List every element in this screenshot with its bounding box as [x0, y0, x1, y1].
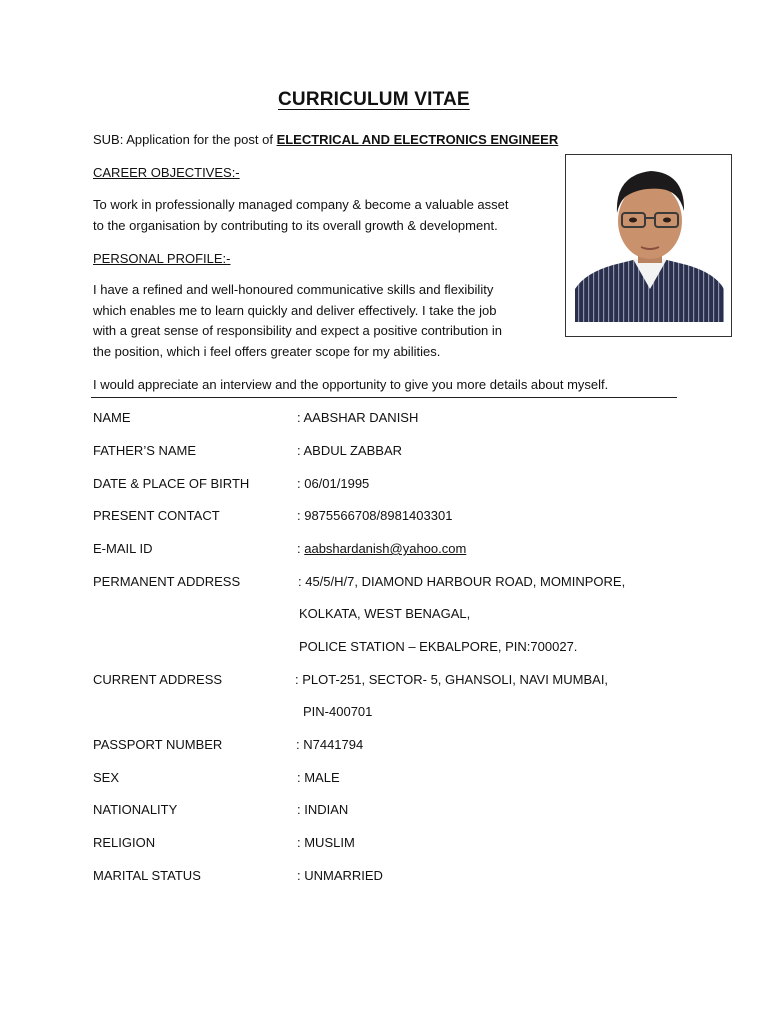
- detail-value: : 9875566708/8981403301: [297, 508, 453, 523]
- subject-line: [93, 130, 558, 150]
- profile-line: I have a refined and well-honoured communicative skills and flexibility: [93, 282, 494, 297]
- detail-value: : MUSLIM: [297, 835, 355, 850]
- career-line: To work in professionally managed company & become a valuable asset: [93, 197, 509, 212]
- profile-line: the position, which i feel offers greater scope for my abilities.: [93, 343, 441, 359]
- detail-value: : AABSHAR DANISH: [297, 410, 419, 425]
- detail-row-permanent-address-2: [93, 606, 693, 626]
- subject-post: ELECTRICAL AND ELECTRONICS ENGINEER: [276, 132, 559, 147]
- appreciation-text: I would appreciate an interview and the opportunity to give you more details about myself.: [93, 377, 609, 392]
- detail-value: : INDIAN: [297, 802, 349, 817]
- detail-value: : 45/5/H/7, DIAMOND HARBOUR ROAD, MOMINPORE,: [298, 574, 626, 589]
- detail-label: PRESENT CONTACT: [93, 508, 220, 523]
- personal-profile-heading: PERSONAL PROFILE:-: [93, 251, 231, 266]
- email-prefix: :: [297, 541, 305, 556]
- detail-row-name: [93, 410, 693, 430]
- detail-label: RELIGION: [93, 835, 156, 850]
- detail-row-marital-status: [93, 868, 693, 888]
- detail-row-passport: [93, 737, 693, 757]
- document-title: CURRICULUM VITAE: [278, 89, 470, 110]
- detail-row-contact: [93, 508, 693, 528]
- detail-label: CURRENT ADDRESS: [93, 672, 223, 687]
- detail-label: SEX: [93, 770, 120, 785]
- detail-row-birth: [93, 476, 693, 496]
- detail-row-religion: [93, 835, 693, 855]
- detail-label: PASSPORT NUMBER: [93, 737, 223, 752]
- detail-value: POLICE STATION – EKBALPORE, PIN:700027.: [299, 639, 578, 654]
- detail-value: : PLOT-251, SECTOR- 5, GHANSOLI, NAVI MUMBAI,: [295, 672, 609, 687]
- career-line: to the organisation by contributing to its overall growth & development.: [93, 217, 498, 233]
- detail-value: : N7441794: [296, 737, 364, 752]
- detail-label: MARITAL STATUS: [93, 868, 201, 883]
- email-link[interactable]: aabshardanish@yahoo.com: [304, 541, 467, 556]
- detail-value: : UNMARRIED: [297, 868, 383, 883]
- detail-value: PIN-400701: [303, 704, 373, 719]
- detail-value: KOLKATA, WEST BENAGAL,: [299, 606, 471, 621]
- detail-label: FATHER’S NAME: [93, 443, 197, 458]
- profile-photo-frame: [565, 154, 732, 337]
- detail-row-current-address-2: [93, 704, 693, 724]
- section-divider: [91, 397, 677, 398]
- detail-label: NAME: [93, 410, 131, 425]
- detail-row-nationality: [93, 802, 693, 822]
- detail-row-fathers-name: [93, 443, 693, 463]
- detail-value: : ABDUL ZABBAR: [297, 443, 402, 458]
- detail-label: NATIONALITY: [93, 802, 178, 817]
- detail-row-permanent-address-3: [93, 639, 693, 659]
- portrait-image: [575, 161, 724, 322]
- profile-line: which enables me to learn quickly and deliver effectively. I take the job: [93, 302, 497, 318]
- profile-line: with a great sense of responsibility and expect a positive contribution in: [93, 323, 503, 338]
- career-objectives-heading: CAREER OBJECTIVES:-: [93, 165, 240, 180]
- detail-label: DATE & PLACE OF BIRTH: [93, 476, 250, 491]
- detail-label: E-MAIL ID: [93, 541, 153, 556]
- detail-value: : MALE: [297, 770, 340, 785]
- detail-row-email: [93, 541, 693, 561]
- detail-value: [297, 541, 466, 556]
- subject-prefix: SUB: Application for the post of: [93, 132, 277, 147]
- career-objectives-text: [93, 195, 509, 236]
- detail-row-permanent-address: [93, 574, 693, 594]
- detail-label: PERMANENT ADDRESS: [93, 574, 241, 589]
- detail-row-current-address: [93, 672, 693, 692]
- profile-photo: [575, 161, 724, 322]
- detail-row-sex: [93, 770, 693, 790]
- detail-value: : 06/01/1995: [297, 476, 370, 491]
- personal-profile-text: [93, 280, 502, 362]
